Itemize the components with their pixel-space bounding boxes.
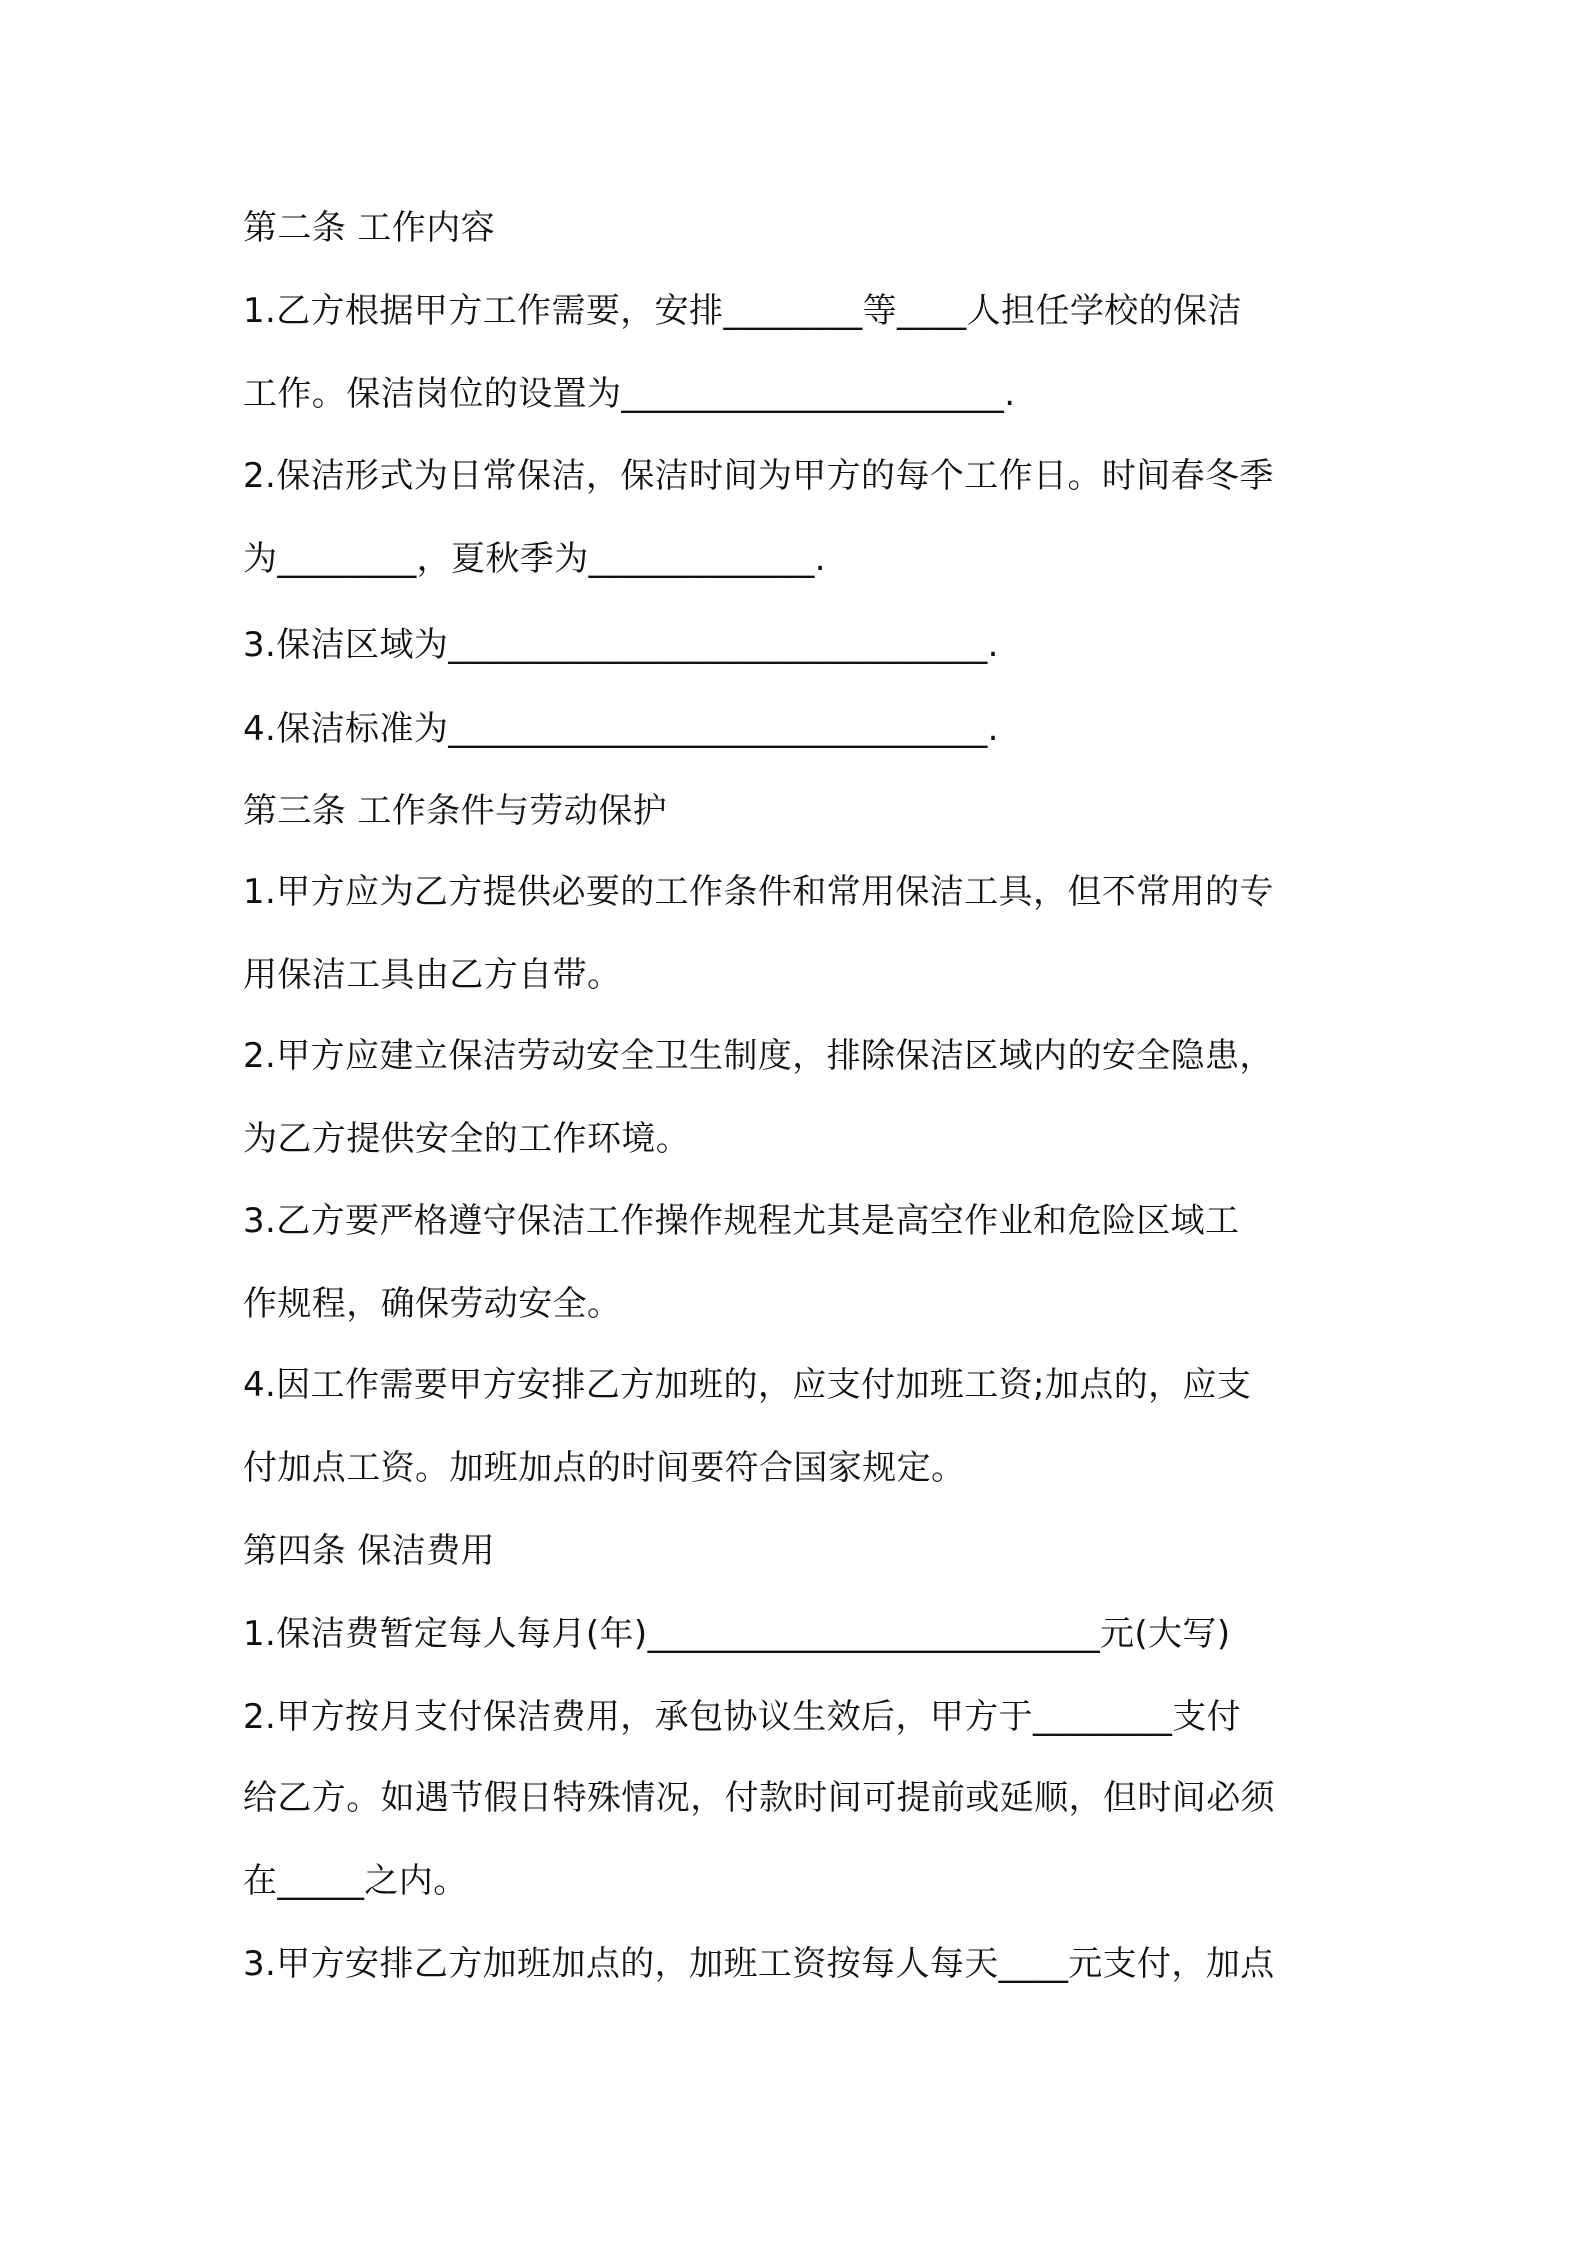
paragraph-line: 2.甲方按月支付保洁费用，承包协议生效后，甲方于________支付 [243,1697,1242,1737]
paragraph-line: 1.乙方根据甲方工作需要，安排________等____人担任学校的保洁 [243,291,1242,331]
paragraph-line: 在_____之内。 [243,1861,468,1901]
paragraph-line: 给乙方。如遇节假日特殊情况，付款时间可提前或延顺，但时间必须 [243,1778,1275,1818]
paragraph-line: 2.甲方应建立保洁劳动安全卫生制度，排除保洁区域内的安全隐患， [243,1036,1274,1076]
paragraph-line: 3.乙方要严格遵守保洁工作操作规程尤其是高空作业和危险区域工 [243,1201,1240,1241]
paragraph-line: 3.保洁区域为_______________________________. [243,625,999,665]
article-2-heading: 第二条 工作内容 [243,208,496,248]
paragraph-line: 为________，夏秋季为_____________. [243,539,827,579]
paragraph-line: 1.保洁费暂定每人每月(年)__________________________元(大写) [243,1614,1231,1654]
paragraph-line: 为乙方提供安全的工作环境。 [243,1119,691,1159]
paragraph-line: 工作。保洁岗位的设置为______________________. [243,374,1016,414]
paragraph-line: 作规程，确保劳动安全。 [243,1284,622,1324]
article-3-heading: 第三条 工作条件与劳动保护 [243,791,668,831]
paragraph-line: 4.保洁标准为_______________________________. [243,709,999,749]
paragraph-line: 4.因工作需要甲方安排乙方加班的，应支付加班工资;加点的，应支 [243,1365,1252,1405]
article-4-heading: 第四条 保洁费用 [243,1531,496,1571]
paragraph-line: 付加点工资。加班加点的时间要符合国家规定。 [243,1448,966,1488]
paragraph-line: 2.保洁形式为日常保洁，保洁时间为甲方的每个工作日。时间春冬季 [243,456,1274,496]
paragraph-line: 用保洁工具由乙方自带。 [243,955,622,995]
paragraph-line: 1.甲方应为乙方提供必要的工作条件和常用保洁工具，但不常用的专 [243,872,1274,912]
paragraph-line: 3.甲方安排乙方加班加点的，加班工资按每人每天____元支付，加点 [243,1944,1275,1984]
